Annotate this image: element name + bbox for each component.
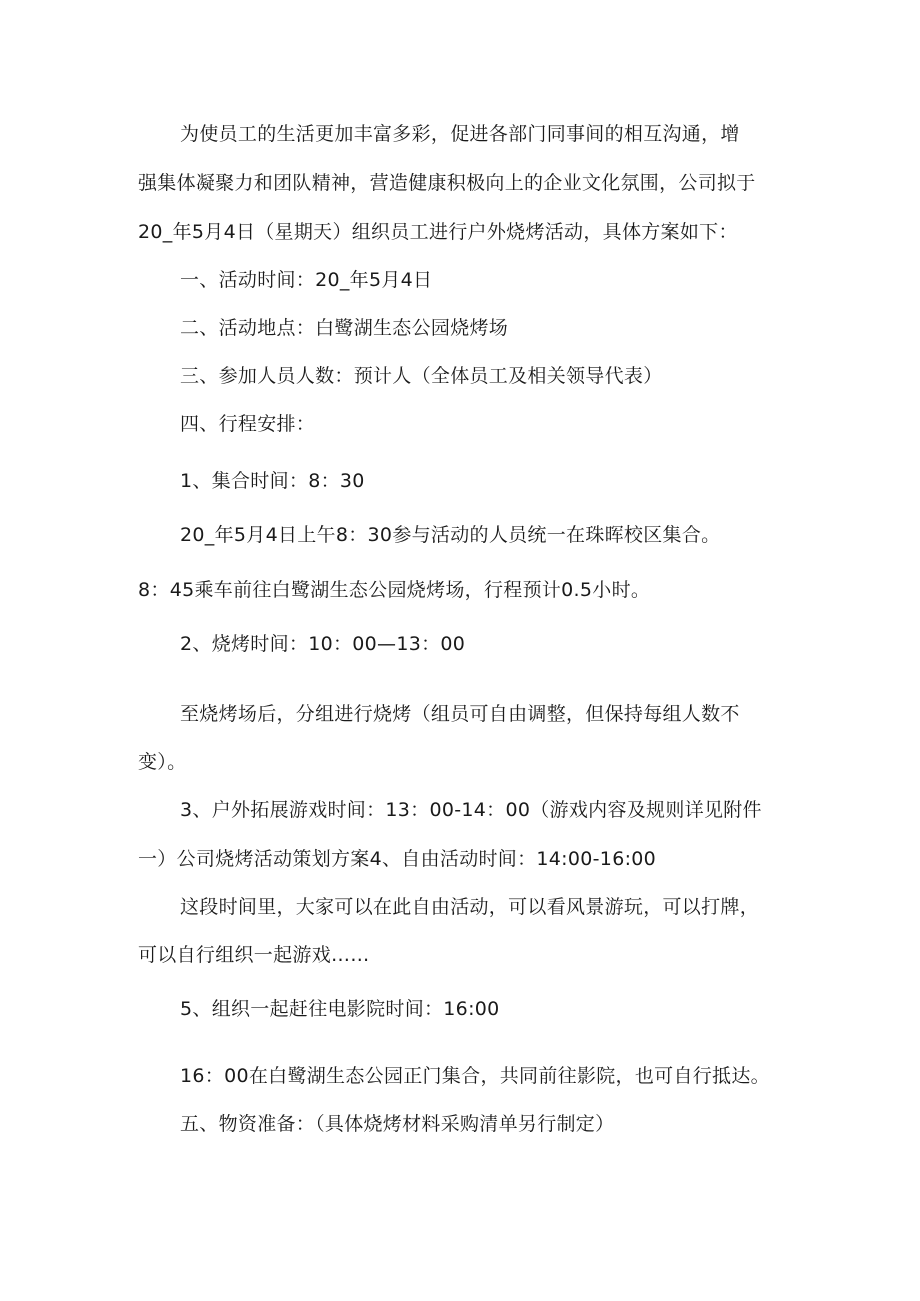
paragraph-intro-line-3: 20_年5月4日（星期天）组织员工进行户外烧烤活动，具体方案如下：: [138, 221, 738, 243]
schedule-item-5-title: 5、组织一起赶往电影院时间：16:00: [180, 998, 500, 1020]
schedule-item-1-line-2: 8：45乘车前往白鹭湖生态公园烧烤场，行程预计0.5小时。: [138, 579, 651, 601]
paragraph-intro-line-1: 为使员工的生活更加丰富多彩，促进各部门同事间的相互沟通，增: [180, 123, 740, 145]
participant-count: 三、参加人员人数：预计人（全体员工及相关领导代表）: [180, 365, 663, 387]
schedule-item-2-title: 2、烧烤时间：10：00—13：00: [180, 633, 466, 655]
schedule-item-5-line-1: 16：00在白鹭湖生态公园正门集合，共同前往影院，也可自行抵达。: [180, 1065, 770, 1087]
paragraph-intro-line-2: 强集体凝聚力和团队精神，营造健康积极向上的企业文化氛围，公司拟于: [138, 172, 756, 194]
schedule-item-1-line-1: 20_年5月4日上午8：30参与活动的人员统一在珠晖校区集合。: [180, 524, 721, 546]
free-time-line-1: 这段时间里，大家可以在此自由活动，可以看风景游玩，可以打牌，: [180, 896, 760, 918]
schedule-item-2-line-1: 至烧烤场后，分组进行烧烤（组员可自由调整，但保持每组人数不: [180, 703, 740, 725]
schedule-heading: 四、行程安排：: [180, 413, 316, 435]
schedule-item-1-title: 1、集合时间：8：30: [180, 470, 365, 492]
schedule-item-3-line-1: 3、户外拓展游戏时间：13：00-14：00（游戏内容及规则详见附件: [180, 799, 762, 821]
activity-time: 一、活动时间：20_年5月4日: [180, 269, 433, 291]
activity-location: 二、活动地点：白鹭湖生态公园烧烤场: [180, 317, 509, 339]
free-time-line-2: 可以自行组织一起游戏……: [138, 944, 370, 966]
schedule-item-3-line-2: 一）公司烧烤活动策划方案4、自由活动时间：14:00-16:00: [138, 848, 657, 870]
materials-heading: 五、物资准备：（具体烧烤材料采购清单另行制定）: [180, 1113, 615, 1135]
schedule-item-2-line-2: 变）。: [138, 751, 187, 773]
